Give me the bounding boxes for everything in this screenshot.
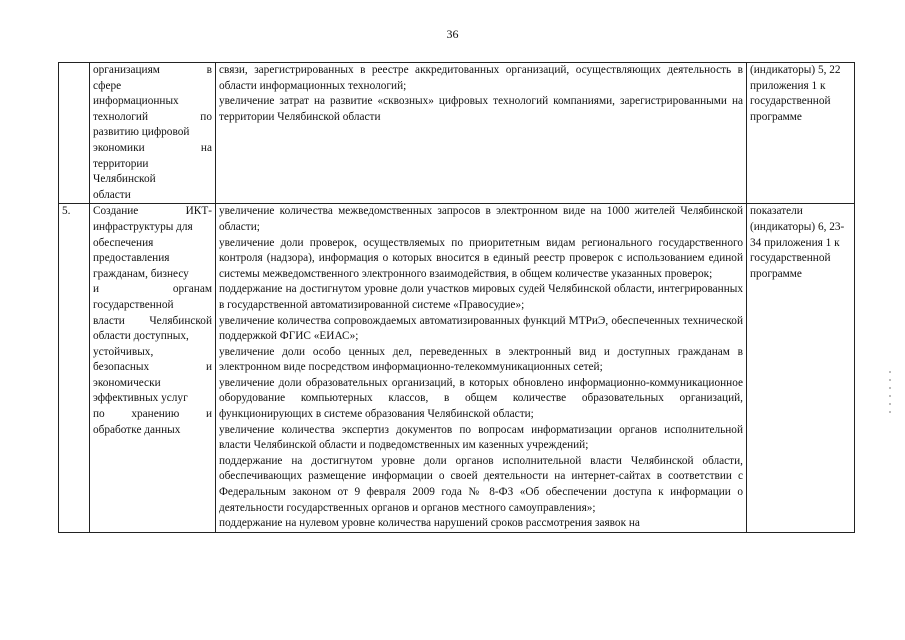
task-line: развитию цифровой (93, 126, 190, 139)
result-item: увеличение количества межведомственных запросов в электронном виде на 1000 жителей Челябинской области; (219, 205, 743, 233)
results-cell (216, 63, 747, 204)
result-item: поддержание на нулевом уровне количества нарушений сроков рассмотрения заявок на (219, 517, 640, 530)
task-line: по хранению и (93, 408, 212, 421)
task-line: и органам (93, 283, 212, 296)
task-line: организациям в (93, 64, 212, 76)
task-line: инфраструктуры для (93, 220, 193, 233)
result-item: увеличение затрат на развитие «сквозных» цифровых технологий компаниями, зарегистрированными на территории Челябинской области (219, 95, 743, 123)
task-line: безопасных и (93, 361, 212, 374)
result-item: поддержание на достигнутом уровне доли участков мировых судей Челябинской области, интегрированных в государственной автоматизированной системе «Правосудие»; (219, 283, 743, 311)
indicators-cell: (индикаторы) 5, 22 приложения 1 к государственной программе (747, 63, 855, 204)
task-line: власти Челябинской (93, 314, 212, 327)
task-line: обеспечения (93, 236, 154, 249)
result-item: поддержание на достигнутом уровне доли органов исполнительной власти Челябинской области, обеспечивающих размещение информации о своей деятельности на интернет-сайтах в соответствии с Федеральным законом от 9 февраля 2009 года № 8-ФЗ «Об обеспечении доступа к информации о деятельности государственных органов и органов местного самоуправления»; (219, 454, 743, 514)
task-line: сфере (93, 79, 122, 92)
task-line: экономически (93, 376, 161, 389)
task-line: информационных (93, 95, 179, 108)
result-item: увеличение доли проверок, осуществляемых по приоритетным видам регионального государственного контроля (надзора), информация о которых вносится в единый реестр проверок с использованием единой системы межведомственного электронного взаимодействия, в общем количестве указанных проверок; (219, 236, 743, 280)
table-row (59, 204, 855, 532)
task-line: Челябинской (93, 173, 156, 186)
task-line: Создание ИКТ- (93, 205, 212, 218)
task-line: области доступных, (93, 330, 189, 343)
task-cell (90, 63, 216, 204)
task-line: эффективных услуг (93, 392, 188, 405)
result-item: увеличение количества сопровождаемых автоматизированных функций МТРиЭ, обеспеченных технической поддержкой ФГИС «ЕИАС»; (219, 314, 743, 343)
result-item: связи, зарегистрированных в реестре аккредитованных организаций, осуществляющих деятельность в области информационных технологий; (219, 64, 743, 92)
result-item: увеличение доли особо ценных дел, переведенных в электронный вид и доступных гражданам в электронном виде посредством информационно-телекоммуникационных сетей; (219, 345, 743, 374)
task-line: государственной (93, 298, 174, 311)
task-line: территории (93, 157, 149, 170)
task-line: технологий по (93, 110, 212, 123)
scan-margin-marks (887, 365, 893, 435)
results-cell (216, 204, 747, 532)
result-item: увеличение доли образовательных организаций, в которых обновлено информационно-коммуникационное оборудование компьютерных классов, в общем количестве образовательных организаций, функционирующих в системе образования Челябинской области; (219, 376, 743, 421)
indicators-cell: показатели (индикаторы) 6, 23-34 приложения 1 к государственной программе (747, 204, 855, 532)
task-line: области (93, 188, 131, 201)
task-line: предоставления (93, 252, 170, 265)
page-number: 36 (446, 27, 459, 41)
task-line: устойчивых, (93, 345, 154, 358)
measures-table (58, 62, 855, 533)
task-line: экономики на (93, 141, 212, 154)
task-cell (90, 204, 216, 532)
task-line: гражданам, бизнесу (93, 267, 189, 280)
row-number (59, 63, 90, 204)
table-row (59, 63, 855, 204)
result-item: увеличение количества экспертиз документов по вопросам информатизации органов исполнительной власти Челябинской области и подведомственных им казенных учреждений; (219, 423, 743, 452)
row-number: 5. (59, 204, 90, 532)
task-line: обработке данных (93, 423, 181, 436)
